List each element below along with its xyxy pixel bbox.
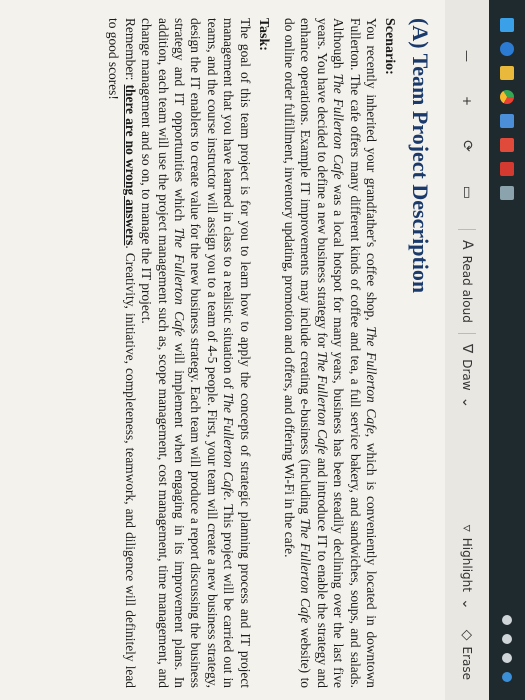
system-tray: [502, 615, 512, 700]
scenario-text: website) to do online order fulfillment, inventory updating, promotion and offers, and offering Wi-Fi in the cafe.: [281, 18, 314, 688]
taskbar-apps: [500, 0, 514, 200]
fit-page-button[interactable]: [459, 176, 475, 209]
cafe-name: The Fullerton Cafe: [171, 227, 187, 337]
rotate-button[interactable]: [459, 130, 475, 162]
task-text: . This project will be carried out in teams, and the course instructor will assign you to a team of 4-5 people. First, your team will create a new business strategy, design the IT enablers to create value for the new business strategy. Each team will produce a report discussing the business strategy and IT opportunities which: [171, 18, 237, 689]
erase-button[interactable]: [459, 620, 475, 690]
task-text: . Creativity, initiative, completeness, teamwork, and diligence will definitely lead to good scores!: [106, 18, 138, 688]
zoom-out-button[interactable]: [460, 40, 474, 72]
chevron-up-icon[interactable]: [502, 615, 512, 625]
annotation-tools: [459, 515, 475, 700]
emphasis-text: there are no wrong answers: [122, 84, 138, 246]
erase-label: Erase: [460, 646, 474, 680]
rotate-icon: ⟳: [459, 140, 475, 152]
draw-button[interactable]: [459, 334, 475, 418]
edge-icon[interactable]: [500, 42, 514, 56]
cafe-name: The Fullerton Cafe: [221, 392, 237, 498]
reading-tools: [458, 229, 476, 418]
cafe-name: The Fullerton Cafe: [298, 518, 314, 624]
store-icon[interactable]: [500, 114, 514, 128]
draw-icon: ∇: [459, 343, 475, 354]
chevron-down-icon[interactable]: ⌄: [459, 597, 475, 610]
minus-label: —: [460, 50, 474, 62]
read-aloud-button[interactable]: [459, 230, 475, 333]
cafe-name: The Fullerton Cafe: [364, 326, 379, 434]
volume-icon[interactable]: [502, 653, 512, 663]
read-aloud-icon: A: [459, 240, 475, 250]
highlight-button[interactable]: [459, 515, 475, 620]
pdf-icon[interactable]: [500, 162, 514, 176]
chevron-down-icon[interactable]: ⌄: [459, 396, 475, 409]
battery-icon[interactable]: [502, 672, 512, 682]
cafe-name: The Fullerton Cafe: [314, 351, 330, 455]
file-explorer-icon[interactable]: [500, 66, 514, 80]
scenario-heading: Scenario:: [382, 18, 397, 75]
reader-toolbar: [444, 0, 489, 700]
task-text: The goal of this team project is for you to learn how to apply the concepts of strategic planning process and IT project management that you have learned in class to a realistic situation of: [221, 18, 253, 688]
zoom-in-button[interactable]: [460, 86, 474, 116]
draw-label: Draw: [460, 359, 474, 391]
chrome-icon[interactable]: [500, 90, 514, 104]
task-heading: Task:: [255, 18, 271, 51]
cafe-name: The Fullerton Cafe: [331, 73, 347, 180]
scenario-text: , which is conveniently located in downtown Fullerton. The cafe offers many different kinds of coffee and tea, a full service bakery, and sandwiches, soups, and salads. Although: [331, 18, 379, 688]
windows-icon[interactable]: [500, 18, 514, 32]
app-icon[interactable]: [500, 138, 514, 152]
task-text: Remember:: [122, 18, 138, 85]
task-text: will implement when engaging in its improvement plans. In addition, each team will use the project management such as, scope management, cost management, time management, and change management and so on, to manage the IT project.: [139, 18, 187, 689]
page-title: (A) Team Project Description: [408, 18, 433, 294]
highlight-icon: ▿: [459, 524, 475, 532]
scenario-text: and introduce IT to enable the strategy and enhance operations. Example IT improvements may include creating e-business (including: [298, 18, 330, 688]
fit-page-icon: ▭: [459, 185, 475, 200]
scenario-paragraph: [281, 18, 379, 688]
highlight-label: Highlight: [460, 537, 474, 592]
read-aloud-label: Read aloud: [460, 255, 474, 323]
scenario-text: You recently inherited your grandfather's coffee shop,: [364, 18, 379, 327]
network-icon[interactable]: [502, 634, 512, 644]
plus-label: +: [460, 96, 474, 107]
zoom-controls: [459, 0, 475, 209]
eraser-icon: ◇: [459, 629, 475, 641]
taskbar: [489, 0, 525, 700]
scenario-text: was a local hotspot for many years, business has been steadily declining over the last five years. You have decided to define a new business strategy for: [314, 18, 347, 689]
task-paragraph: [105, 18, 253, 688]
media-icon[interactable]: [500, 186, 514, 200]
